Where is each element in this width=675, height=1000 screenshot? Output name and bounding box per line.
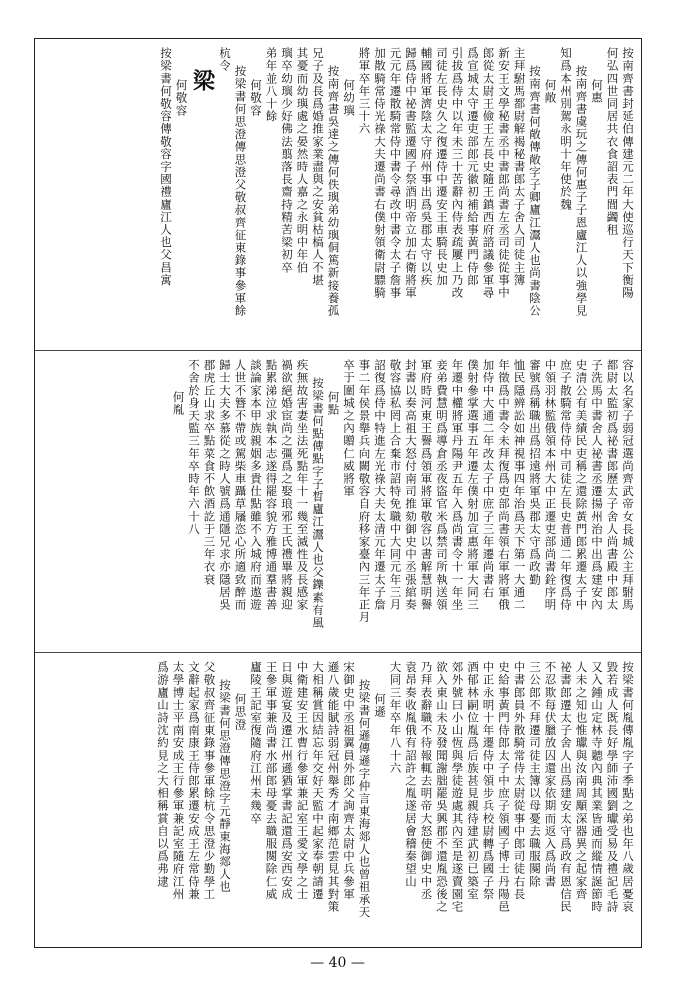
text-column: 按梁書何敬容傳敬容字國禮廬江人也父昌寓 [159,47,173,287]
text-column: 郊外號曰小山恆與學徒遊處其內至是遂賣園宅 [450,661,465,913]
text-column: 三公郎不拜遷司徒主簿以母憂去職服闋除 [528,661,542,888]
text-column: 按梁書何胤傳胤字子季點之弟也年八歲居憂哀 [621,661,635,913]
text-column: 人未之知也惟瓛與汝南周顒深器異之起家齊 [574,661,589,901]
column-heading: 何點 [326,391,341,417]
text-column: 欲入東山未及發聞謝朏罷吳興郡不還胤恐後之 [435,661,449,913]
text-column: 元元年遷散騎常侍中書令尋改中書令太子詹事 [388,47,403,299]
text-column: 父敬叔齊征東錄事參軍餘杭令思澄少勤學工 [202,661,217,901]
text-column: 僕射參掌選事五年遷左僕射加宣惠將軍大同三 [466,359,480,611]
text-column: 按南齊書何敞傳敞字子卿廬江灊人也尚書陰公 [528,65,542,317]
text-column: 郎從太尉王儉王左長史隨王鎮西府諮議參軍尋 [481,47,496,299]
text-column: 毀若成人既長好學師沛國劉瓛受易及禮記毛詩 [605,661,620,913]
text-column: 太學博士平南安成王行參軍兼記室隨府江州 [171,661,186,901]
text-column: 乃拜表辭職不待報輒去明帝大怒使御史中丞 [419,661,434,901]
text-column: 審號爲稱職出爲招遠將軍吳郡太守爲政勤 [528,359,542,586]
text-column: 知爲本州別駕永明十年使於魏 [559,47,573,211]
text-column: 輔國將軍濟陰太守府州事出爲吳郡太守以疾 [419,47,434,287]
text-column: 廬陵王記室復隨府江州未幾卒 [249,661,263,825]
text-column: 加散騎常侍光祿大夫遷尚書右僕射領衛尉驃騎 [373,47,387,299]
text-column: 禍欲絕婚宦尚之彊爲之娶琅邪王氏禮畢將親迎 [280,359,294,611]
text-column: 中正永明十年遷侍中領步兵校尉轉爲國子祭 [481,661,496,901]
column-heading: 何思澄 [233,693,248,731]
text-column: 史清公有美績民吏稱之還除黃門郎累遷太子中 [574,359,589,611]
text-column: 其憂而幼璵處之晏然時人嘉之永明中年伯 [295,47,310,274]
bottom-text-band [35,653,641,947]
text-column: 遜八歲能賦詩弱冠州舉秀才南鄉范雲見其對策 [326,661,341,913]
page-number: — 40 — [310,955,365,971]
text-column: 人世不簪不帶或駕柴車躡草屩恣心所適致醉而 [233,359,248,611]
text-column: 大相稱賞因結忘年交好天監中起家奉朝請遷 [311,661,325,901]
middle-text-band [35,351,641,653]
text-column: 爲宣城太守遷吏部郎元徽初補給事黃門侍郎 [466,47,480,287]
text-column: 又入鍾山定林寺聽內典其業皆通而縱情誕節時 [590,661,604,913]
text-column: 點累涕泣求執本志遂得罷容貌方雅博通羣書善 [264,359,279,611]
text-column: 卒于圍城之內贈仁威將軍 [342,359,356,498]
text-column: 新安王文學秘書丞中書郎尚書左丞司徒從事中 [497,47,511,299]
text-column: 中領羽林監俄領本州大中正遷吏部尚書銓序明 [543,359,558,611]
text-column: 弟年並八十餘 [264,47,279,123]
text-column: 酒郁林嗣位胤爲后族甚見親待建武初已築室 [466,661,480,901]
text-column: 年遷中權將軍丹陽尹五年入爲尚書令十一年坐 [450,359,465,611]
text-column: 按南齊書虞玩之傳何惠子子恩廬江人以強學見 [574,65,589,317]
text-column: 宋御史中丞祖翼員外郎父詢齊太尉中兵參軍 [342,661,356,901]
text-column: 璵卒幼璵少好佛法翦落長齋持精苦梁初卒 [280,47,294,274]
column-heading: 何敬容 [174,79,189,117]
text-column: 不忍欺每伏臘放囚還家依期而返入爲尚書 [543,661,558,888]
column-heading: 何遜 [373,693,387,719]
column-heading: 何幼璵 [342,79,356,117]
text-column: 王參軍事兼尚書水部郎母憂去職服闋除仁威 [264,661,279,901]
text-column: 歸士大夫多慕從之時人號爲通隱兄求亦隱居吳 [218,359,232,611]
text-column: 事二年侯景舉兵向闕敬容自府移家臺內三年正月 [357,359,372,624]
text-column: 軍府時河東王譽爲領軍將軍敬容以書解慧明譽 [419,359,434,611]
text-column: 按梁書何思澄傳思澄父敬叔齊征東錄事參軍餘 [233,65,248,317]
text-frame [34,38,642,948]
text-column: 按梁書何遜傳遜字仲言東海郯人也曾祖承天 [357,679,372,919]
text-column: 按梁書何思澄傳思澄字元靜東海郯人也 [218,679,232,894]
text-column: 談論家本甲族親姻多貴仕點雖不入城府而遨遊 [249,359,263,611]
column-heading: 何敬容 [249,79,263,117]
text-column: 容以名家子弱冠選尚齊武帝女長城公主拜駙馬 [621,359,635,611]
text-column: 疾無故害妻坐法死點年十一幾至滅性及長感家 [295,359,310,611]
text-column: 按南齊書吳達之傳何佚璵弟幼璵侗篤新接養孤 [326,65,341,317]
text-column: 妾弟費慧明爲導倉丞夜盜官米爲禁司所執送領 [435,359,449,611]
text-column: 中書郎員外散騎常侍太尉從事中郎司徒右長 [512,661,527,901]
column-heading: 梁 [189,69,216,95]
column-heading: 何惠 [590,79,604,105]
text-column: 主拜駙馬都尉解褐秘書郎太子舍人司徒主簿 [512,47,527,287]
text-column: 將軍卒年三十六 [357,47,372,136]
text-column: 兄子及長爲婚推家業盡與之安貧枯槁人不堪 [311,47,325,287]
text-column: 子洗馬中書舍人祕書丞遷揚州治中出爲建安內 [590,359,604,611]
text-column: 封書以奏高祖大怒付南司推劾御史中丞張綰奏 [404,359,418,611]
text-column: 加侍中大通二年改太子中庶子三年遷尚書右 [481,359,496,599]
text-column: 都尉太監初爲祕書郎歷太子舍人尚書殿中郎太 [605,359,620,611]
text-column: 杭令 [218,47,232,73]
text-column: 中衛建安王水曹行參軍兼記室王愛文學之士 [295,661,310,901]
text-column: 袁昂奏收胤俄有詔許之胤遂居會稽秦望山 [404,661,418,888]
text-column: 年徵爲中書令未拜復爲吏部尚書領右軍將軍俄 [497,359,511,611]
column-heading: 何胤 [171,391,186,417]
text-column: 何弘四世同居共衣食詔表門閭蠲租 [605,47,620,236]
text-column: 祕書郎遷太子舍人出爲建安太守爲政有恩信民 [559,661,573,913]
text-column: 恤民隱辨訟如神視事四年治爲天下第一大通二 [512,359,527,611]
top-text-band [35,39,641,351]
text-column: 歸爲侍中祕書監遷國子祭酒明帝立加右衛將軍 [404,47,418,299]
text-column: 史給事黃門侍郎太子中庶子領國子博士丹陽邑 [497,661,511,913]
text-column: 按梁書何點傳點字子晳廬江灊人也父鑠素有風 [311,377,325,629]
text-column: 庶子散騎常侍侍中司徒左長史普通二年復爲侍 [559,359,573,611]
text-column: 引拔爲侍中以年未三十苦辭內侍表疏屢上乃改 [450,47,465,299]
text-column: 不舍於身天監三年卒時年六十八 [187,359,201,536]
text-column: 文辭起家爲南康王侍郎累遷安成王左常侍兼 [187,661,201,901]
text-column: 司徒左長史久之復遷侍中遷安王車騎長史加 [435,47,449,287]
column-heading: 何敞 [543,79,558,105]
text-column: 詔復爲侍中特進左光祿大夫太清元年遷太子詹 [373,359,387,611]
text-column: 日與遊宴及遷江州遜猶掌書記還爲安西安成 [280,661,294,901]
text-column: 敬容協私罔上合棄市詔特免職中大同元年三月 [388,359,403,611]
text-column: 按南齊書封延伯傳建元二年大使巡行天下衡陽 [621,47,635,299]
text-column: 郡虎丘山求卒點菜食不飲酒訖于三年衣衰 [202,359,217,586]
text-column: 大同三年卒年八十六 [388,661,403,775]
text-column: 爲游廬山詩沈約見之大相稱賞自以爲弗逮 [156,661,170,888]
